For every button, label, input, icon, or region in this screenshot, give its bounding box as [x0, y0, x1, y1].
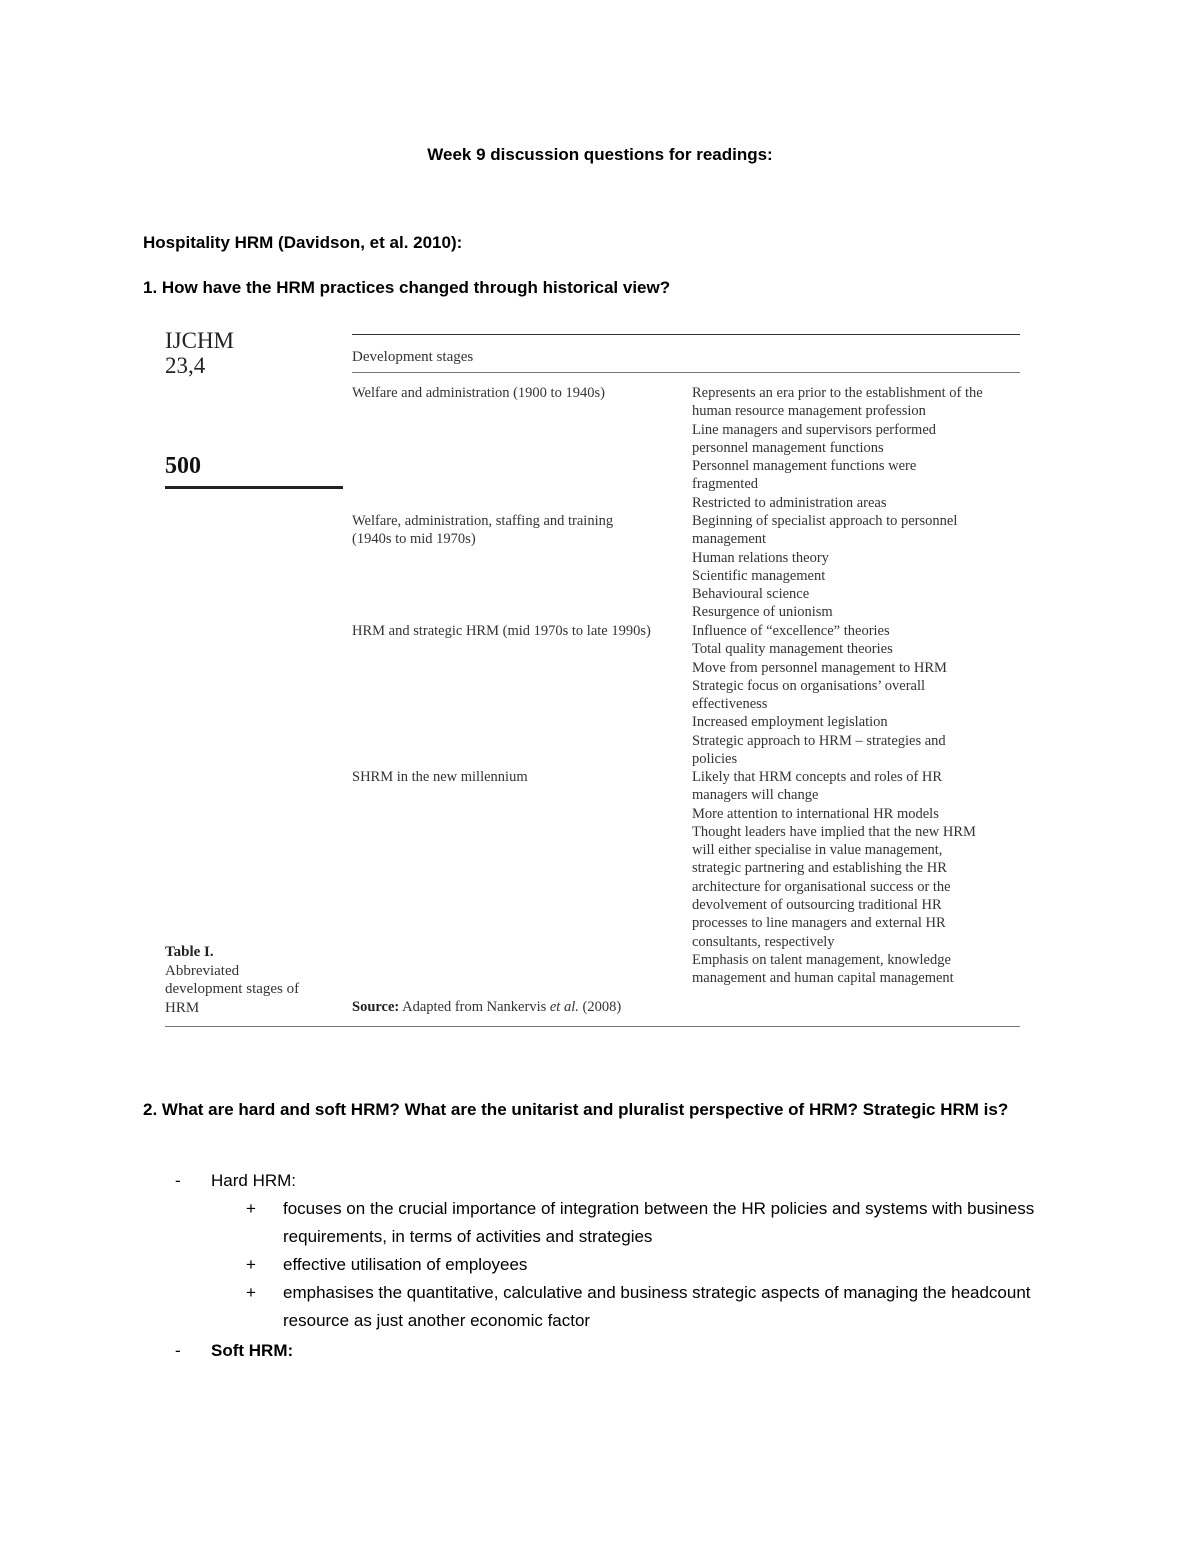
plus-bullet: +: [246, 1199, 256, 1218]
table-row-description: [692, 384, 1027, 512]
description-line: Total quality management theories: [692, 641, 893, 658]
description-line: human resource management profession: [692, 403, 926, 420]
description-line: Strategic focus on organisations’ overall: [692, 677, 926, 694]
description-line: Likely that HRM concepts and roles of HR: [692, 769, 943, 785]
description-line: architecture for organisational success or the: [692, 878, 951, 895]
description-line: More attention to international HR models: [692, 805, 939, 822]
table-top-rule: [352, 334, 1020, 335]
description-line: managers will change: [692, 787, 819, 804]
description-line: devolvement of outsourcing traditional HR: [692, 897, 942, 914]
hard-hrm-point: effective utilisation of employees: [283, 1255, 528, 1274]
caption-line: HRM: [165, 999, 200, 1016]
source-year: (2008): [582, 999, 622, 1015]
reading-heading: Hospitality HRM (Davidson, et al. 2010):: [143, 233, 463, 252]
description-line: Increased employment legislation: [692, 714, 888, 731]
stage-line: HRM and strategic HRM (mid 1970s to late 1990s): [352, 623, 651, 639]
stage-line: Welfare and administration (1900 to 1940s): [352, 385, 605, 401]
table-row-stage: [352, 622, 651, 640]
stage-line: (1940s to mid 1970s): [352, 531, 476, 548]
source-text: Adapted from Nankervis: [402, 999, 547, 1015]
table-row-stage: [352, 512, 613, 549]
description-line: Human relations theory: [692, 549, 829, 566]
hard-hrm-point: focuses on the crucial importance of integration between the HR policies and systems with business requirements, in terms of activities and strategies: [283, 1199, 1035, 1246]
description-line: Emphasis on talent management, knowledge: [692, 951, 951, 968]
description-line: management: [692, 531, 767, 548]
description-line: Personnel management functions were: [692, 458, 917, 475]
soft-hrm-label: Soft HRM:: [211, 1341, 294, 1360]
description-line: effectiveness: [692, 696, 768, 713]
hard-hrm-label: Hard HRM:: [211, 1171, 297, 1190]
caption-title: Table I.: [165, 944, 214, 960]
description-line: personnel management functions: [692, 439, 884, 456]
description-line: Resurgence of unionism: [692, 604, 833, 621]
description-line: consultants, respectively: [692, 933, 835, 950]
description-line: policies: [692, 751, 738, 768]
dash-bullet: -: [175, 1341, 181, 1360]
source-label: Source:: [352, 999, 400, 1015]
description-line: management and human capital management: [692, 970, 954, 987]
table-caption: [165, 943, 335, 1017]
hard-hrm-point: emphasises the quantitative, calculative and business strategic aspects of managing the headcount resource as just another economic factor: [283, 1283, 1031, 1330]
description-line: will either specialise in value management,: [692, 842, 943, 859]
description-line: Influence of “excellence” theories: [692, 623, 890, 639]
journal-page-number: 500: [165, 453, 201, 479]
document-title: Week 9 discussion questions for readings:: [427, 145, 773, 164]
plus-bullet: +: [246, 1283, 256, 1302]
description-line: Scientific management: [692, 567, 826, 584]
dash-bullet: -: [175, 1171, 181, 1190]
description-line: Restricted to administration areas: [692, 494, 887, 511]
table-row-stage: [352, 384, 605, 402]
description-line: processes to line managers and external HR: [692, 915, 946, 932]
table-header-rule: [352, 372, 1020, 373]
table-source: [352, 999, 621, 1016]
description-line: strategic partnering and establishing the HR: [692, 860, 947, 877]
journal-reference: [165, 328, 234, 378]
stage-line: Welfare, administration, staffing and training: [352, 513, 614, 529]
journal-volume: 23,4: [165, 353, 206, 378]
source-etal: et al.: [549, 999, 579, 1015]
description-line: Line managers and supervisors performed: [692, 421, 937, 438]
page-number-rule: [165, 486, 343, 489]
table-row-description: [692, 768, 1027, 988]
description-line: Represents an era prior to the establishment of the: [692, 385, 983, 401]
development-stages-table: [165, 328, 1025, 1033]
stage-line: SHRM in the new millennium: [352, 769, 528, 785]
table-row-stage: [352, 768, 528, 786]
question-1: 1. How have the HRM practices changed through historical view?: [143, 278, 671, 297]
description-line: Behavioural science: [692, 586, 810, 603]
description-line: Beginning of specialist approach to personnel: [692, 513, 958, 529]
caption-line: Abbreviated: [165, 962, 240, 979]
description-line: fragmented: [692, 476, 759, 493]
caption-line: development stages of: [165, 981, 300, 997]
table-bottom-rule: [165, 1026, 1020, 1027]
description-line: Move from personnel management to HRM: [692, 659, 947, 676]
table-row-description: [692, 622, 1027, 768]
journal-name: IJCHM: [165, 328, 235, 353]
table-row-description: [692, 512, 1027, 622]
plus-bullet: +: [246, 1255, 256, 1274]
description-line: Thought leaders have implied that the new HRM: [692, 823, 976, 840]
question-2: 2. What are hard and soft HRM? What are the unitarist and pluralist perspective of HRM? Strategic HRM is?: [143, 1100, 1009, 1119]
description-line: Strategic approach to HRM – strategies and: [692, 732, 946, 749]
table-column-header: Development stages: [352, 349, 474, 365]
